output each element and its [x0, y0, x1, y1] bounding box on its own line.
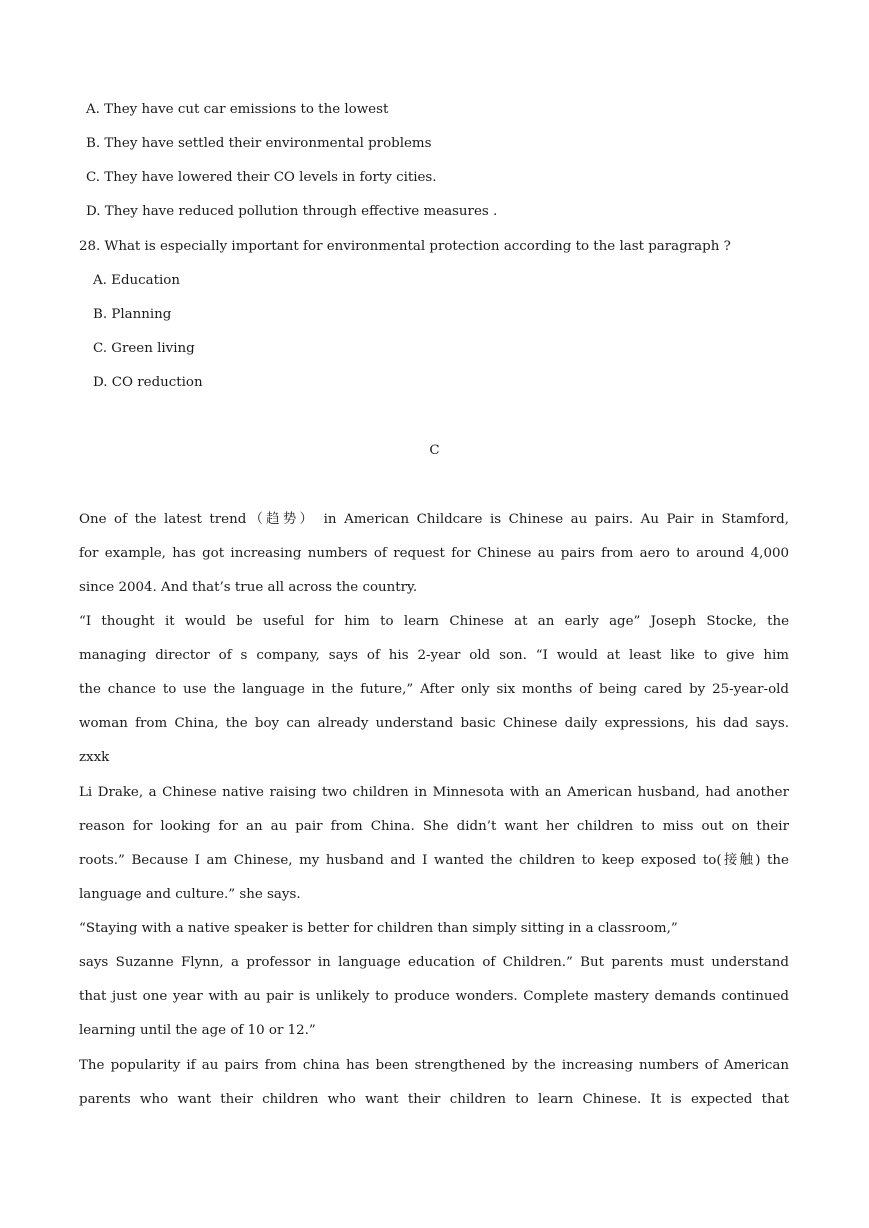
passage-line: language and culture.” she says.: [79, 887, 301, 902]
q28-option-a: A. Education: [93, 273, 180, 288]
q28-option-c: C. Green living: [93, 341, 195, 356]
passage-line: since 2004. And that’s true all across the country.: [79, 580, 418, 595]
q27-option-d: D. They have reduced pollution through effective measures .: [86, 204, 498, 219]
passage-line: Li Drake, a Chinese native raising two children in Minnesota with an American husband, had another: [79, 785, 789, 800]
passage-line: The popularity if au pairs from china has been strengthened by the increasing numbers of American: [79, 1058, 789, 1073]
passage-line: “I thought it would be useful for him to learn Chinese at an early age” Joseph Stocke, the: [79, 614, 789, 629]
q27-option-b: B. They have settled their environmental problems: [86, 136, 432, 151]
passage-line: that just one year with au pair is unlikely to produce wonders. Complete mastery demands continued: [79, 989, 789, 1004]
passage-line: parents who want their children who want their children to learn Chinese. It is expected that: [79, 1092, 789, 1107]
q28-option-b: B. Planning: [93, 307, 172, 322]
passage-line: the chance to use the language in the future,” After only six months of being cared by 25-year-old: [79, 682, 789, 697]
passage-line: managing director of s company, says of his 2-year old son. “I would at least like to give him: [79, 648, 789, 663]
passage-line: for example, has got increasing numbers of request for Chinese au pairs from aero to around 4,000: [79, 546, 789, 561]
passage-line: learning until the age of 10 or 12.”: [79, 1023, 316, 1038]
passage-line: zxxk: [79, 750, 110, 765]
passage-line: reason for looking for an au pair from China. She didn’t want her children to miss out on their: [79, 819, 789, 834]
q28-question: 28. What is especially important for environmental protection according to the last paragraph ?: [79, 239, 731, 254]
passage-line: woman from China, the boy can already understand basic Chinese daily expressions, his dad says.: [79, 716, 789, 731]
section-heading: C: [429, 443, 440, 458]
q27-option-c: C. They have lowered their CO levels in forty cities.: [86, 170, 437, 185]
passage-line: “Staying with a native speaker is better for children than simply sitting in a classroom,”: [79, 921, 678, 936]
passage-line: says Suzanne Flynn, a professor in language education of Children.” But parents must understand: [79, 955, 789, 970]
passage-line: One of the latest trend（趋势） in American Childcare is Chinese au pairs. Au Pair in Stamford,: [79, 512, 789, 527]
passage-line: roots.” Because I am Chinese, my husband and I wanted the children to keep exposed to(接触) the: [79, 853, 789, 868]
q28-option-d: D. CO reduction: [93, 375, 203, 390]
q27-option-a: A. They have cut car emissions to the lowest: [86, 102, 389, 117]
